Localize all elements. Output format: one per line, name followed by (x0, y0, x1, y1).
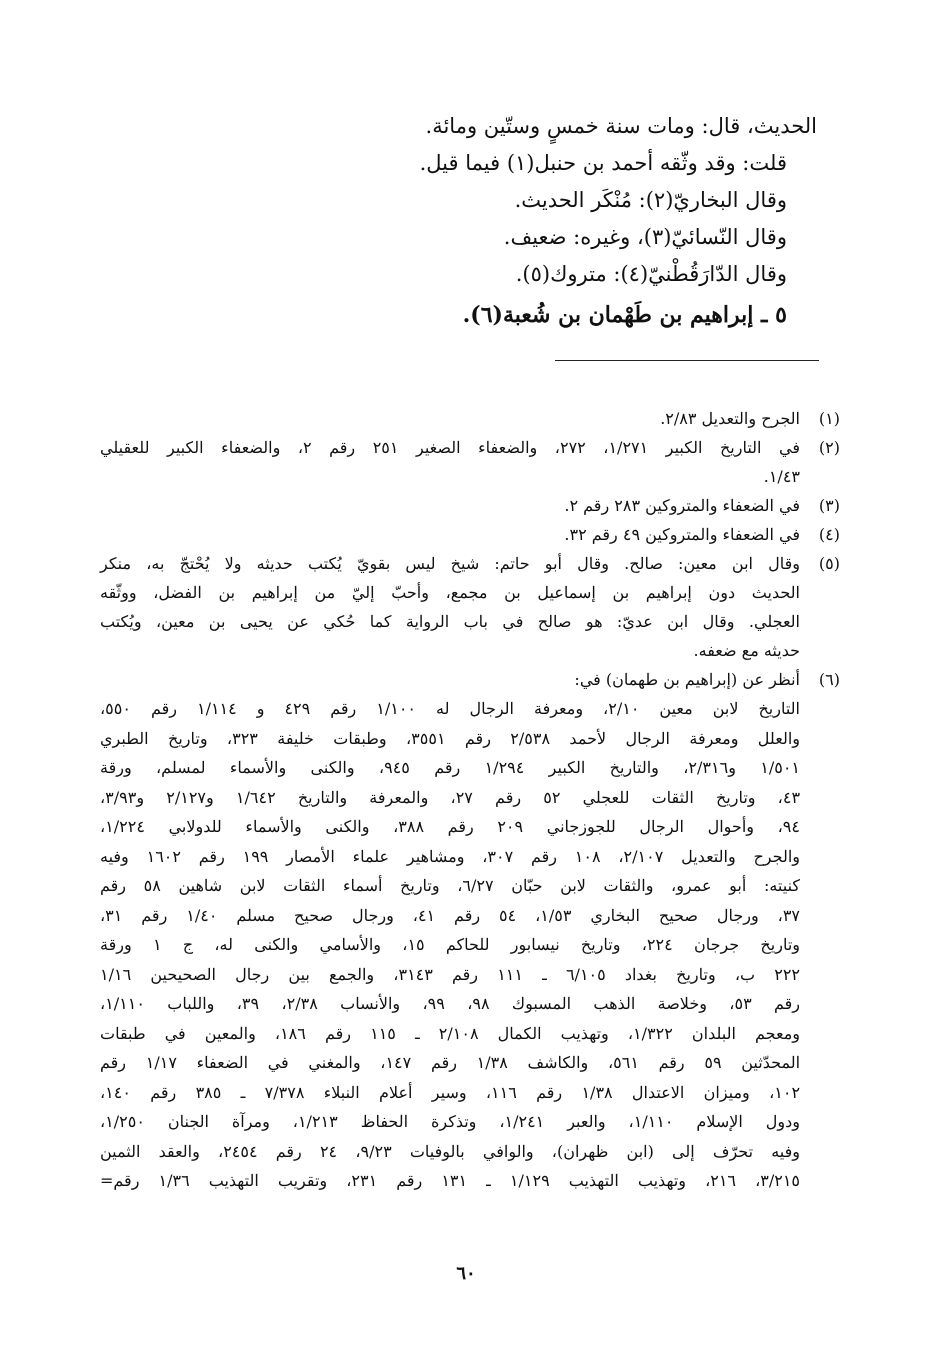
footnote-number: (١) (818, 409, 840, 428)
footnote-number: (٥) (818, 554, 840, 573)
footnote-line: الحديث دون إبراهيم بن إسماعيل بن مجمع، وأحبّ إليّ من إبراهيم بن الفضل، ووثّقه (100, 583, 801, 602)
footnote-line: ٣/٢١٥، ٢١٦، وتهذيب التهذيب ١/١٢٩ ـ ١٣١ رقم ٢٣١، وتقريب التهذيب ١/٣٦ رقم= (100, 1171, 801, 1190)
footnote-6 (100, 665, 840, 694)
main-line: وقال الدّارَقُطْنيّ(٤): متروك(٥). (515, 262, 787, 286)
footnote-line: ٤٣، وتاريخ الثقات للعجلي ٥٢ رقم ٢٧، والمعرفة والتاريخ ١/٦٤٢ و٢/١٢٧ و٣/٩٣، (100, 787, 801, 807)
footnote-line: في التاريخ الكبير ١/٢٧١، ٢٧٢، والضعفاء الصغير ٢٥١ رقم ٢، والضعفاء الكبير للعقيلي (100, 438, 800, 457)
footnote-number: (٣) (818, 496, 840, 515)
footnote-1 (100, 404, 840, 433)
footnote-number: (٤) (818, 525, 840, 544)
footnote-line: وقال ابن معين: صالح. وقال أبو حاتم: شيخ ليس بقويّ يُكتب حديثه ولا يُحْتجّ به، منكر (100, 554, 800, 573)
entry-heading: ٥ ـ إبراهيم بن طَهْمان بن شُعبة(٦). (462, 302, 787, 328)
footnote-line: أنظر عن (إبراهيم بن طهمان) في: (574, 670, 800, 689)
footnote-line: رقم ٥٣، وخلاصة الذهب المسبوك ٩٨، ٩٩، والأنساب ٢/٣٨، ٣٩، واللباب ١/١١٠، (100, 994, 801, 1013)
main-line: وقال النّسائيّ(٣)، وغيره: ضعيف. (503, 225, 787, 249)
footnote-line: في الضعفاء والمتروكين ٤٩ رقم ٣٢. (564, 525, 800, 544)
footnote-number: (٦) (818, 670, 840, 689)
footnotes (100, 404, 840, 1196)
footnote-line: ٩٤، وأحوال الرجال للجوزجاني ٢٠٩ رقم ٣٨٨، والكنى والأسماء للدولابي ١/٢٢٤، (100, 817, 800, 836)
footnote-line: كنيته: أبو عمرو، والثقات لابن حبّان ٦/٢٧، وتاريخ أسماء الثقات لابن شاهين ٥٨ رقم (100, 876, 801, 895)
footnote-divider (555, 360, 819, 361)
footnote-3 (100, 491, 840, 520)
footnote-line: المحدّثين ٥٩ رقم ٥٦١، والكاشف ١/٣٨ رقم ١٤٧، والمغني في الضعفاء ١/١٧ رقم (100, 1053, 801, 1072)
footnote-line: ١/٤٣. (763, 467, 800, 486)
footnote-line: في الضعفاء والمتروكين ٢٨٣ رقم ٢. (564, 496, 800, 515)
main-text (257, 108, 817, 334)
footnote-line: ودول الإسلام ١/١١٠، والعبر ١/٢٤١، وتذكرة الحفاظ ١/٢١٣، ومرآة الجنان ١/٢٥٠، (100, 1112, 800, 1131)
footnote-line: ومعجم البلدان ١/٣٢٢، وتهذيب الكمال ٢/١٠٨ ـ ١١٥ رقم ١٨٦، والمعين في طبقات (100, 1023, 801, 1043)
footnote-line: التاريخ لابن معين ٢/١٠، ومعرفة الرجال له ١/١٠٠ رقم ٤٢٩ و ١/١١٤ رقم ٥٥٠، (100, 699, 800, 718)
footnote-6-body (100, 694, 800, 1196)
footnote-line: وتاريخ جرجان ٢٢٤، وتاريخ نيسابور للحاكم ١٥، والأسامي والكنى له، ج ١ ورقة (100, 935, 800, 954)
footnote-line: ٢٢٢ ب، وتاريخ بغداد ٦/١٠٥ ـ ١١١ رقم ٣١٤٣، والجمع بين رجال الصحيحين ١/١٦ (100, 964, 801, 984)
main-line: وقال البخاريّ(٢): مُنْكَر الحديث. (514, 188, 787, 212)
footnote-line: وفيه تحرّف إلى (ابن ظهران)، والوافي بالوفيات ٩/٢٣، ٢٤ رقم ٢٤٥٤، والعقد الثمين (100, 1141, 801, 1161)
footnote-line: والجرح والتعديل ٢/١٠٧، ١٠٨ رقم ٣٠٧، ومشاهير علماء الأمصار ١٩٩ رقم ١٦٠٢ وفيه (100, 846, 801, 866)
main-line: الحديث، قال: ومات سنة خمسٍ وستّين ومائة. (425, 114, 817, 138)
footnote-2 (100, 433, 840, 491)
footnote-line: ١٠٢، وميزان الاعتدال ١/٣٨ رقم ١١٦، وسير أعلام النبلاء ٧/٣٧٨ ـ ٣٨٥ رقم ١٤٠، (100, 1082, 801, 1102)
footnote-5 (100, 549, 840, 665)
page-number: ٦٠ (456, 1263, 476, 1284)
footnote-4 (100, 520, 840, 549)
main-line: قلت: وقد وثّقه أحمد بن حنبل(١) فيما قيل. (419, 151, 787, 175)
footnote-line: ١/٥٠١ و٢/٣١٦، والتاريخ الكبير ١/٢٩٤ رقم ٩٤٥، والكنى والأسماء لمسلم، ورقة (100, 758, 801, 777)
footnote-line: ٣٧، ورجال صحيح البخاري ١/٥٣، ٥٤ رقم ٤١، ورجال صحيح مسلم ١/٤٠ رقم ٣١، (100, 905, 801, 925)
footnote-line: العجلي. وقال ابن عديّ: هو صالح في باب الرواية كما حُكي عن يحيى بن معين، ويُكتب (100, 612, 801, 631)
footnote-number: (٢) (818, 438, 840, 457)
footnote-line: الجرح والتعديل ٢/٨٣. (660, 409, 800, 428)
footnote-line: حديثه مع ضعفه. (693, 641, 800, 660)
footnote-line: والعلل ومعرفة الرجال لأحمد ٢/٥٣٨ رقم ٣٥٥١، وطبقات خليفة ٣٢٣، وتاريخ الطبري (100, 728, 800, 748)
